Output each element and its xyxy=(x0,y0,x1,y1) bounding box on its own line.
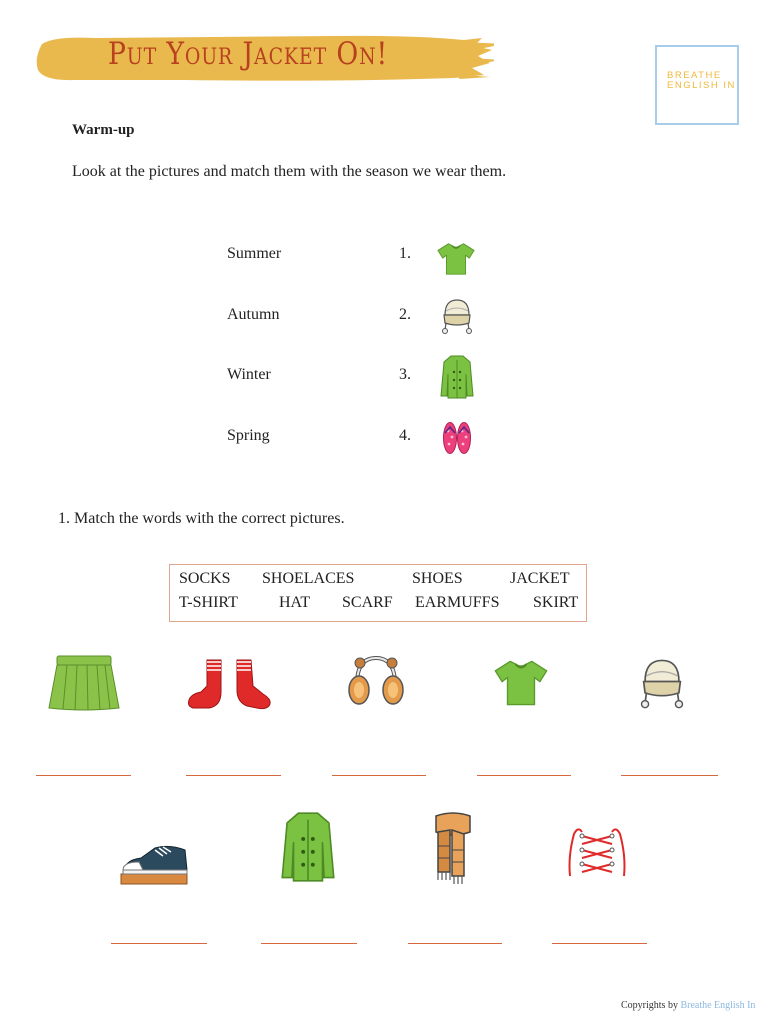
answer-line[interactable] xyxy=(332,775,426,776)
logo-text: BREATHE ENGLISH IN xyxy=(667,70,736,91)
t-shirt-icon xyxy=(437,241,475,277)
answer-line[interactable] xyxy=(36,775,131,776)
page-title: Put Your Jacket On! xyxy=(108,36,389,72)
flip-flops-icon xyxy=(441,421,473,455)
season-label: Spring xyxy=(227,427,270,444)
copyright-prefix: Copyrights by xyxy=(621,1000,678,1011)
season-label: Winter xyxy=(227,366,271,383)
word-bank-item: SOCKS xyxy=(179,570,231,587)
socks-icon xyxy=(185,656,275,714)
season-label: Autumn xyxy=(227,306,280,323)
copyright-footer xyxy=(621,1000,755,1011)
scarf-icon xyxy=(428,810,478,886)
earmuffs-icon xyxy=(347,654,405,710)
word-bank-item: SKIRT xyxy=(533,594,579,611)
season-label: Summer xyxy=(227,245,282,262)
warmup-instruction: Look at the pictures and match them with the season we wear them. xyxy=(72,163,507,180)
coat-icon xyxy=(440,354,474,400)
hat-icon xyxy=(638,656,686,710)
answer-line[interactable] xyxy=(261,943,357,944)
word-bank-item: SHOES xyxy=(412,570,463,587)
brand-logo xyxy=(655,45,739,125)
answer-line[interactable] xyxy=(477,775,571,776)
answer-line[interactable] xyxy=(552,943,647,944)
answer-line[interactable] xyxy=(186,775,281,776)
item-number: 2. xyxy=(399,306,411,323)
copyright-link[interactable]: Breathe English In xyxy=(680,1000,756,1011)
item-number: 4. xyxy=(399,427,411,444)
answer-line[interactable] xyxy=(111,943,207,944)
word-bank-item: HAT xyxy=(279,594,311,611)
word-bank-item: JACKET xyxy=(510,570,570,587)
item-number: 3. xyxy=(399,366,411,383)
t-shirt-icon xyxy=(494,658,548,708)
word-bank-item: SCARF xyxy=(342,594,393,611)
skirt-icon xyxy=(47,654,121,712)
shoelaces-icon xyxy=(566,826,628,880)
hat-icon xyxy=(440,297,474,335)
word-bank xyxy=(169,564,587,622)
answer-line[interactable] xyxy=(408,943,502,944)
warmup-heading: Warm-up xyxy=(72,122,135,138)
word-bank-item: EARMUFFS xyxy=(415,594,500,611)
exercise-instruction: 1. Match the words with the correct pictures. xyxy=(58,510,345,527)
shoe-icon xyxy=(119,840,191,886)
item-number: 1. xyxy=(399,245,411,262)
word-bank-item: T-SHIRT xyxy=(179,594,238,611)
answer-line[interactable] xyxy=(621,775,718,776)
word-bank-item: SHOELACES xyxy=(262,570,355,587)
jacket-icon xyxy=(280,810,336,884)
